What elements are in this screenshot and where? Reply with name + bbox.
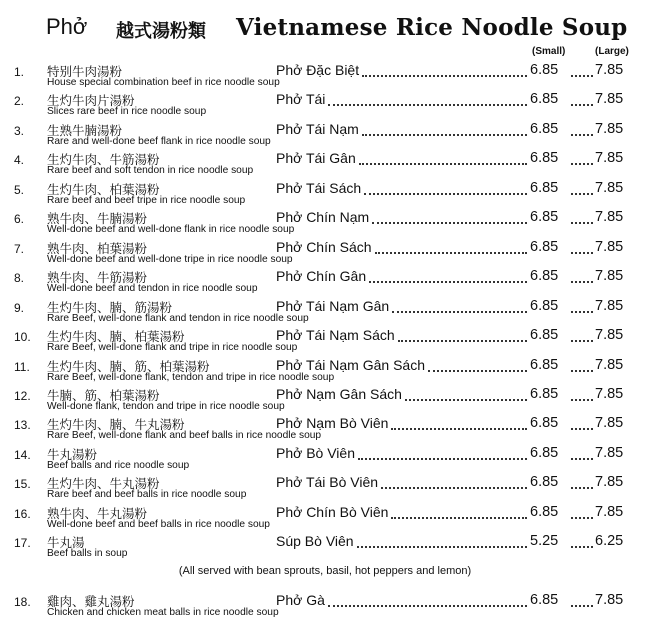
item-small-price: 6.85 (530, 356, 559, 373)
item-chinese-name: 熟牛肉、牛筋湯粉 (47, 270, 148, 286)
item-description: Rare beef and soft tendon in rice noodle soup (47, 165, 254, 177)
dot-leader (359, 163, 527, 165)
item-number: 13. (14, 418, 31, 433)
dot-leader (571, 163, 593, 165)
item-description: Rare beef and beef tripe in rice noodle soup (47, 194, 246, 206)
dot-leader (398, 340, 527, 342)
item-vietnamese-name: Phở Nạm Gân Sách (276, 385, 402, 402)
dot-leader (571, 605, 593, 607)
menu-item (0, 148, 650, 177)
item-number: 18. (14, 595, 31, 609)
item-vietnamese-name: Phở Chín Gân (276, 268, 367, 285)
item-vietnamese-name: Phở Đặc Biệt (276, 62, 360, 78)
item-small-price: 6.85 (530, 385, 559, 402)
dot-leader (364, 193, 527, 195)
item-chinese-name: 生灼牛肉、牛丸湯粉 (47, 476, 160, 492)
item-vietnamese-name: Phở Tái Bò Viên (276, 474, 379, 491)
item-large-price: 7.85 (595, 179, 624, 196)
item-chinese-name: 雞肉、雞丸湯粉 (47, 594, 135, 609)
item-small-price: 6.85 (530, 120, 559, 137)
item-small-price: 6.85 (530, 503, 559, 520)
item-chinese-name: 牛丸湯粉 (47, 446, 98, 462)
dot-leader (328, 605, 527, 607)
menu-item (0, 178, 650, 207)
dot-leader (571, 340, 593, 342)
item-large-price: 7.85 (595, 297, 624, 314)
item-small-price: 6.85 (530, 592, 559, 608)
item-number: 4. (14, 153, 25, 168)
dot-leader (381, 487, 527, 489)
dot-leader (369, 281, 527, 283)
item-large-price: 7.85 (595, 356, 624, 373)
item-large-price: 7.85 (595, 120, 624, 137)
item-chinese-name: 生灼牛肉、腩、柏葉湯粉 (47, 329, 185, 345)
item-chinese-name: 生熟牛腩湯粉 (47, 122, 123, 138)
item-description: Slices rare beef in rice noodle soup (47, 106, 207, 118)
item-small-price: 6.85 (530, 62, 559, 78)
menu-item (0, 355, 650, 384)
item-vietnamese-name: Phở Bò Viên (276, 444, 355, 461)
item-number: 12. (14, 388, 31, 403)
menu-item (0, 502, 650, 531)
item-number: 11. (14, 359, 30, 374)
item-description: Rare Beef, well-done flank, tendon and tripe in rice noodle soup (47, 371, 335, 383)
menu-item (0, 590, 650, 619)
dot-leader (391, 428, 527, 430)
item-large-price: 7.85 (595, 238, 624, 255)
item-small-price: 5.25 (530, 533, 559, 550)
item-large-price: 7.85 (595, 268, 624, 285)
dot-leader (571, 517, 593, 519)
item-vietnamese-name: Phở Tái Nạm Sách (276, 327, 395, 344)
menu-item (0, 207, 650, 236)
item-large-price: 7.85 (595, 91, 624, 108)
menu-item (0, 443, 650, 472)
item-number: 8. (14, 271, 25, 286)
menu-item (0, 237, 650, 266)
menu-item (0, 413, 650, 442)
dot-leader (571, 281, 593, 283)
item-description: Rare and well-done beef flank in rice noodle soup (47, 135, 271, 147)
item-chinese-name: 牛丸湯 (47, 535, 85, 551)
item-vietnamese-name: Phở Chín Sách (276, 238, 372, 255)
dot-leader (405, 399, 527, 401)
dot-leader (571, 311, 593, 313)
item-description: Rare Beef, well-done flank and beef balls in rice noodle soup (47, 430, 322, 442)
item-description: Beef balls in soup (47, 548, 128, 560)
item-large-price: 7.85 (595, 415, 624, 432)
dot-leader (328, 104, 527, 106)
item-large-price: 7.85 (595, 592, 624, 608)
dot-leader (391, 517, 527, 519)
item-chinese-name: 生灼牛肉片湯粉 (47, 93, 135, 109)
item-chinese-name: 生灼牛肉、牛筋湯粉 (47, 152, 160, 168)
dot-leader (571, 546, 593, 548)
menu-item (0, 60, 650, 89)
item-large-price: 7.85 (595, 62, 624, 78)
item-number: 7. (14, 241, 25, 256)
menu-item (0, 296, 650, 325)
dot-leader (571, 428, 593, 430)
dot-leader (571, 193, 593, 195)
item-large-price: 7.85 (595, 150, 624, 167)
menu-item (0, 384, 650, 413)
item-number: 17. (14, 536, 31, 551)
item-description: Well-done beef and beef balls in rice noodle soup (47, 518, 270, 530)
item-vietnamese-name: Phở Tái Gân (276, 150, 356, 167)
item-vietnamese-name: Phở Tái Nạm (276, 120, 359, 137)
menu-item (0, 325, 650, 354)
item-vietnamese-name: Phở Chín Bò Viên (276, 503, 389, 520)
large-size-label: (Large) (595, 46, 629, 57)
dot-leader (375, 252, 527, 254)
item-vietnamese-name: Phở Nạm Bò Viên (276, 415, 389, 432)
item-description: Rare Beef, well-done flank and tendon in rice noodle soup (47, 312, 309, 324)
item-chinese-name: 生灼牛肉、腩、牛丸湯粉 (47, 417, 185, 433)
menu-item (0, 266, 650, 295)
item-large-price: 7.85 (595, 444, 624, 461)
item-chinese-name: 生灼牛肉、腩、筋、柏葉湯粉 (47, 358, 210, 374)
item-vietnamese-name: Phở Gà (276, 592, 325, 608)
pho-title: Phở (46, 14, 88, 39)
item-description: Well-done flank, tendon and tripe in rice noodle soup (47, 400, 285, 412)
item-description: Well-done beef and well-done flank in rice noodle soup (47, 224, 295, 236)
dot-leader (571, 75, 593, 77)
item-vietnamese-name: Phở Tái Sách (276, 179, 362, 196)
item-large-price: 7.85 (595, 209, 624, 226)
item-description: House special combination beef in rice noodle soup (47, 77, 280, 88)
item-small-price: 6.85 (530, 91, 559, 108)
item-small-price: 6.85 (530, 415, 559, 432)
dot-leader (362, 134, 527, 136)
dot-leader (571, 458, 593, 460)
dot-leader (362, 75, 527, 77)
item-large-price: 7.85 (595, 503, 624, 520)
dot-leader (571, 104, 593, 106)
item-vietnamese-name: Phở Chín Nạm (276, 209, 370, 226)
english-title: Vietnamese Rice Noodle Soup (236, 14, 628, 41)
dot-leader (571, 252, 593, 254)
item-small-price: 6.85 (530, 474, 559, 491)
item-small-price: 6.85 (530, 268, 559, 285)
item-description: Well-done beef and tendon in rice noodle soup (47, 283, 258, 295)
item-chinese-name: 牛腩、筋、柏葉湯粉 (47, 387, 160, 403)
item-description: Well-done beef and well-done tripe in rice noodle soup (47, 253, 293, 265)
small-size-label: (Small) (532, 46, 566, 57)
dot-leader (571, 134, 593, 136)
item-small-price: 6.85 (530, 179, 559, 196)
menu-item (0, 472, 650, 501)
served-with-note: (All served with bean sprouts, basil, hot peppers and lemon) (178, 565, 472, 577)
item-vietnamese-name: Phở Tái (276, 91, 326, 108)
item-chinese-name: 生灼牛肉、腩、筋湯粉 (47, 299, 173, 315)
item-description: Rare Beef, well-done flank and tripe in rice noodle soup (47, 342, 298, 354)
item-vietnamese-name: Súp Bò Viên (276, 533, 354, 550)
item-large-price: 7.85 (595, 327, 624, 344)
item-chinese-name: 熟牛肉、柏葉湯粉 (47, 240, 148, 256)
item-small-price: 6.85 (530, 209, 559, 226)
item-chinese-name: 熟牛肉、牛丸湯粉 (47, 505, 148, 521)
item-small-price: 6.85 (530, 327, 559, 344)
item-small-price: 6.85 (530, 238, 559, 255)
item-number: 15. (14, 477, 31, 492)
dot-leader (571, 370, 593, 372)
dot-leader (571, 399, 593, 401)
item-number: 3. (14, 123, 25, 138)
dot-leader (392, 311, 527, 313)
item-large-price: 7.85 (595, 474, 624, 491)
item-description: Beef balls and rice noodle soup (47, 459, 190, 471)
item-small-price: 6.85 (530, 297, 559, 314)
item-number: 2. (14, 94, 25, 109)
menu-item (0, 89, 650, 118)
chinese-title: 越式湯粉類 (116, 21, 206, 42)
item-number: 5. (14, 182, 25, 197)
item-large-price: 7.85 (595, 385, 624, 402)
item-vietnamese-name: Phở Tái Nạm Gân Sách (276, 356, 425, 373)
item-number: 1. (14, 65, 25, 79)
item-large-price: 6.25 (595, 533, 624, 550)
item-chinese-name: 熟牛肉、牛腩湯粉 (47, 211, 148, 227)
dot-leader (571, 222, 593, 224)
item-description: Chicken and chicken meat balls in rice noodle soup (47, 607, 279, 618)
item-number: 14. (14, 447, 31, 462)
item-small-price: 6.85 (530, 444, 559, 461)
menu-item (0, 531, 650, 560)
dot-leader (358, 458, 527, 460)
item-chinese-name: 生灼牛肉、柏葉湯粉 (47, 181, 160, 197)
item-vietnamese-name: Phở Tái Nạm Gân (276, 297, 390, 314)
item-number: 6. (14, 212, 25, 227)
item-number: 10. (14, 330, 31, 345)
dot-leader (571, 487, 593, 489)
menu-header (0, 0, 650, 57)
dot-leader (372, 222, 527, 224)
item-description: Rare beef and beef balls in rice noodle soup (47, 489, 247, 501)
menu-item (0, 119, 650, 148)
item-chinese-name: 特别牛肉湯粉 (47, 64, 123, 79)
dot-leader (357, 546, 527, 548)
item-number: 16. (14, 506, 31, 521)
dot-leader (428, 370, 527, 372)
item-number: 9. (14, 300, 25, 315)
item-small-price: 6.85 (530, 150, 559, 167)
